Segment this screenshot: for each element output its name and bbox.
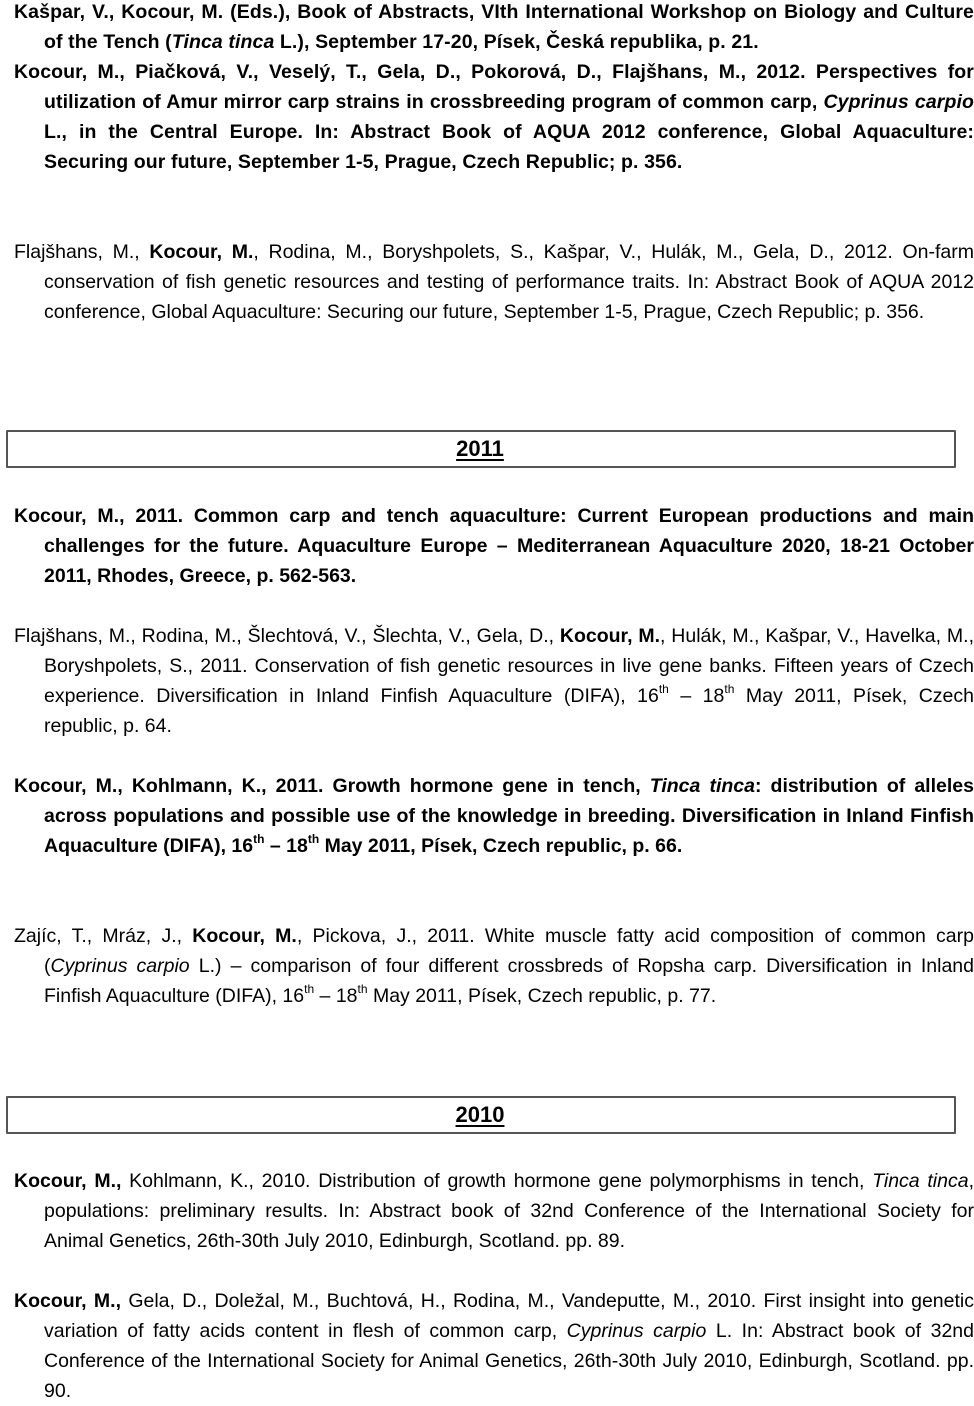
ref-text: – 18 [668,685,725,707]
species-name: Cyprinus carpio [50,955,190,977]
reference-entry-fatty-acids-flesh [14,1286,974,1406]
ref-text: L., in the Central Europe. In: Abstract Book of AQUA 2012 conference, Global Aquaculture: Securing our future, September 1-5, Prague, Czech Republic; p. 356. [44,121,974,173]
reference-entry-white-muscle-fatty-acid [14,921,974,1011]
ref-text: L.) – comparison of four different crossbreds of Ropsha carp. Diversification in Inland Finfish Aquaculture (DIFA), 16 [44,955,974,1007]
reference-entry-gh-polymorphisms [14,1166,974,1256]
superscript: th [724,682,735,696]
ref-text: May 2011, Písek, Czech republic, p. 66. [319,835,683,857]
year-heading-2010: 2010 [455,1102,505,1127]
ref-text: May 2011, Písek, Czech republic, p. 77. [367,985,717,1007]
species-name: Tinca tinca [171,31,275,53]
reference-entry-live-gene-banks [14,621,974,741]
species-name: Tinca tinca [872,1170,969,1192]
ref-text: , Rodina, M., Boryshpolets, S., Kašpar, V., Hulák, M., Gela, D., 2012. On-farm conservation of fish genetic resources and testing of performance traits. In: Abstract Book of AQUA 2012 conference, Global Aquaculture: Securing our future, September 1-5, Prague, Czech Republic; p. 356. [44,241,974,323]
ref-text: Kašpar, V., Kocour, M. (Eds.), Book of Abstracts, VIth International Workshop on Biology and Culture of the Tench ( [14,1,974,53]
ref-text: Kocour, M., 2011. Common carp and tench aquaculture: Current European productions and main challenges for the future. Aquaculture Europe – Mediterranean Aquaculture 2020, 18-21 October 2011, Rhodes, Greece, p. 562-563. [14,505,974,587]
reference-entry-growth-hormone-tench [14,771,974,861]
ref-text: Flajšhans, M., Rodina, M., Šlechtová, V., Šlechta, V., Gela, D., [14,625,560,647]
ref-text: Flajšhans, M., [14,241,150,263]
author-highlight: Kocour, M., [14,1290,121,1312]
reference-entry-amur-mirror-carp [14,57,974,177]
ref-text: Distribution of growth hormone gene polymorphisms in tench, [310,1170,873,1192]
species-name: Cyprinus carpio [823,91,974,113]
author-highlight: Kocour, M. [192,925,297,947]
ref-text: Kocour, M., Piačková, V., Veselý, T., Gela, D., Pokorová, D., Flajšhans, M., 2012. Perspectives for utilization of Amur mirror carp strains in crossbreeding program of common carp, [14,61,974,113]
ref-text: May 2011, Písek, Czech republic, p. 64. [44,685,974,737]
author-highlight: Kocour, M. [559,625,660,647]
ref-text: , populations: preliminary results. In: Abstract book of 32nd Conference of the International Society for Animal Genetics, 26th-30th July 2010, Edinburgh, Scotland. pp. 89. [44,1170,974,1252]
author-highlight: Kocour, M., [14,1170,122,1192]
reference-entry-onfarm-conservation [14,237,974,327]
ref-text: Gela, D., Doležal, M., Buchtová, H., Rodina, M., Vandeputte, M., 2010. First insight into genetic variation of fatty acids content in flesh of common carp, [44,1290,974,1342]
ref-text: L.), September 17-20, Písek, Česká republika, p. 21. [274,31,759,53]
ref-text: , Pickova, J., 2011. White muscle fatty acid composition of common carp ( [44,925,974,977]
superscript: th [304,982,315,996]
reference-entry-common-carp-tench [14,501,974,591]
year-heading-2011: 2011 [456,436,504,461]
superscript: th [307,832,320,846]
species-name: Cyprinus carpio [566,1320,707,1342]
ref-text: L. In: Abstract book of 32nd Conference of the International Society for Animal Genetics, 26th-30th July 2010, Edinburgh, Scotland. pp. 90. [44,1320,974,1402]
ref-text: – 18 [314,985,358,1007]
superscript: th [253,832,265,846]
ref-text: : distribution of alleles across populations and possible use of the knowledge in breeding. Diversification in Inland Finfish Aquaculture (DIFA), 16 [44,775,974,857]
superscript: th [658,682,669,696]
species-name: Tinca tinca [649,775,755,797]
ref-text: Kohlmann, K., 2010. [121,1170,311,1192]
author-highlight: Kocour, M. [149,241,254,263]
superscript: th [357,982,368,996]
reference-entry-tench-workshop [14,0,974,57]
ref-text: – 18 [264,835,308,857]
ref-text: Kocour, M., Kohlmann, K., 2011. Growth hormone gene in tench, [14,775,650,797]
ref-text: , Hulák, M., Kašpar, V., Havelka, M., Boryshpolets, S., 2011. Conservation of fish genetic resources in live gene banks. Fifteen years of Czech experience. Diversification in Inland Finfish Aquaculture (DIFA), 16 [44,625,974,707]
ref-text: Zajíc, T., Mráz, J., [14,925,193,947]
